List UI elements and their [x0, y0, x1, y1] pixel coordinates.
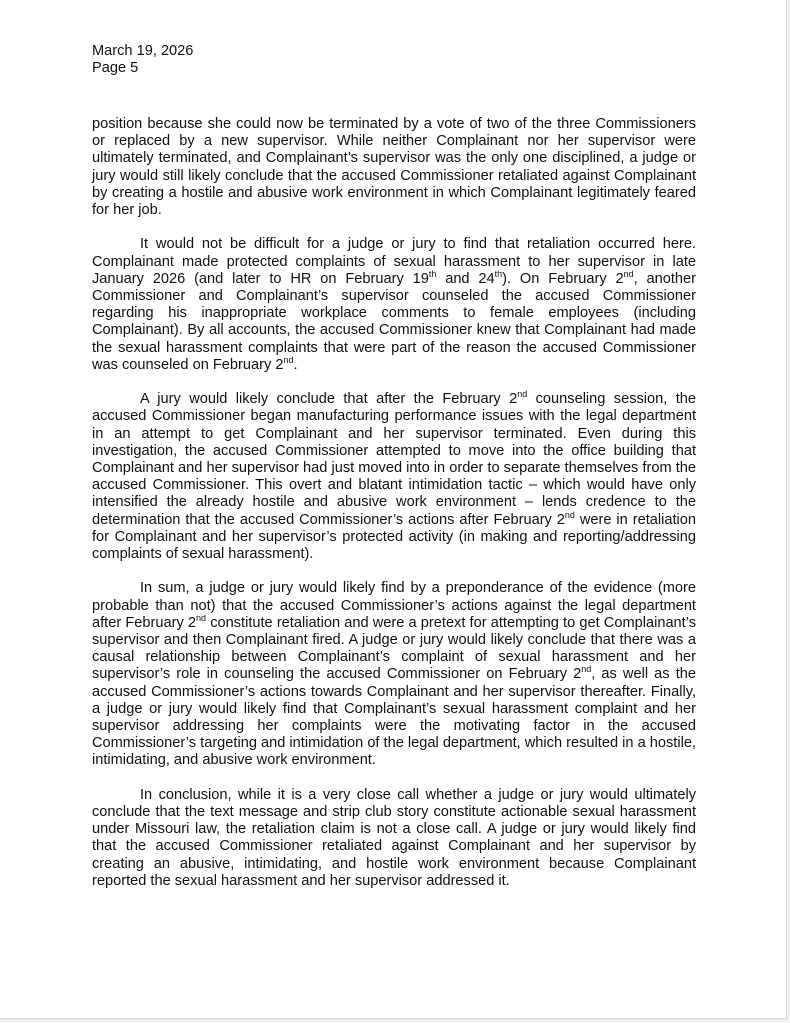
ordinal-suffix: nd — [623, 268, 634, 279]
ordinal-suffix: nd — [564, 509, 575, 520]
body-paragraph: In sum, a judge or jury would likely find by a preponderance of the evidence (more probable than not) that the accused Commissioner’s actions against the legal department after February 2nd constitute retaliation and were a pretext for attempting to get Complainant’s supervisor and then Complainant fired. A judge or jury would likely conclude that there was a causal relationship between Complainant’s complaint of sexual harassment and her supervisor’s role in counseling the accused Commissioner on February 2nd, as well as the accused Commissioner’s actions towards Complainant and her supervisor thereafter. Finally, a judge or jury would likely find that Complainant’s sexual harassment complaint and her supervisor addressing her complaints were the motivating factor in the accused Commissioner’s targeting and intimidation of the legal department, which resulted in a hostile, intimidating, and abusive work environment. — [92, 580, 697, 769]
page-number: Page 5 — [92, 60, 139, 76]
body-paragraph: position because she could now be terminated by a vote of two of the three Commissioners or replaced by a new supervisor. While neither Complainant nor her supervisor were ultimately terminated, and Complainant’s supervisor was the only one disciplined, a judge or jury would still likely conclude that the accused Commissioner retaliated against Complainant by creating a hostile and abusive work environment in which Complainant legitimately feared for her job. — [92, 116, 696, 219]
body-paragraph: It would not be difficult for a judge or jury to find that retaliation occurred here. Complainant made protected complaints of sexual harassment to her supervisor in late January 2026 (and later to HR on February 19th and 24th). On February 2nd, another Commissioner and Complainant’s supervisor counseled the accused Commissioner regarding his inappropriate workplace comments to female employees (including Complainant). By all accounts, the accused Commissioner knew that Complainant had made the sexual harassment complaints that were part of the reason the accused Commissioner was counseled on February 2nd. — [92, 236, 697, 373]
ordinal-suffix: th — [428, 268, 437, 279]
page-header — [92, 43, 193, 77]
ordinal-suffix: nd — [196, 612, 207, 623]
body-paragraph: In conclusion, while it is a very close call whether a judge or jury would ultimately conclude that the text message and strip club story constitute actionable sexual harassment under Missouri law, the retaliation claim is not a close call. A judge or jury would likely find that the accused Commissioner retaliated against Complainant and her supervisor by creating an abusive, intimidating, and hostile work environment because Complainant reported the sexual harassment and her supervisor addressed it. — [92, 786, 696, 889]
letter-date: March 19, 2026 — [92, 43, 194, 59]
ordinal-suffix: th — [494, 268, 503, 279]
body-paragraph: A jury would likely conclude that after the February 2nd counseling session, the accused Commissioner began manufacturing performance issues with the legal department in an attempt to get Complainant and her supervisor terminated. Even during this investigation, the accused Commissioner attempted to move into the office building that Complainant and her supervisor had just moved into in order to separate themselves from the accused Commissioner. This overt and blatant intimidation tactic – which would have only intensified the already hostile and abusive work environment – lends credence to the determination that the accused Commissioner’s actions after February 2nd were in retaliation for Complainant and her supervisor’s protected activity (in making and reporting/addressing complaints of sexual harassment). — [92, 389, 697, 563]
ordinal-suffix: nd — [283, 354, 294, 365]
document-body — [92, 116, 696, 907]
ordinal-suffix: nd — [517, 389, 528, 400]
ordinal-suffix: nd — [581, 664, 592, 675]
